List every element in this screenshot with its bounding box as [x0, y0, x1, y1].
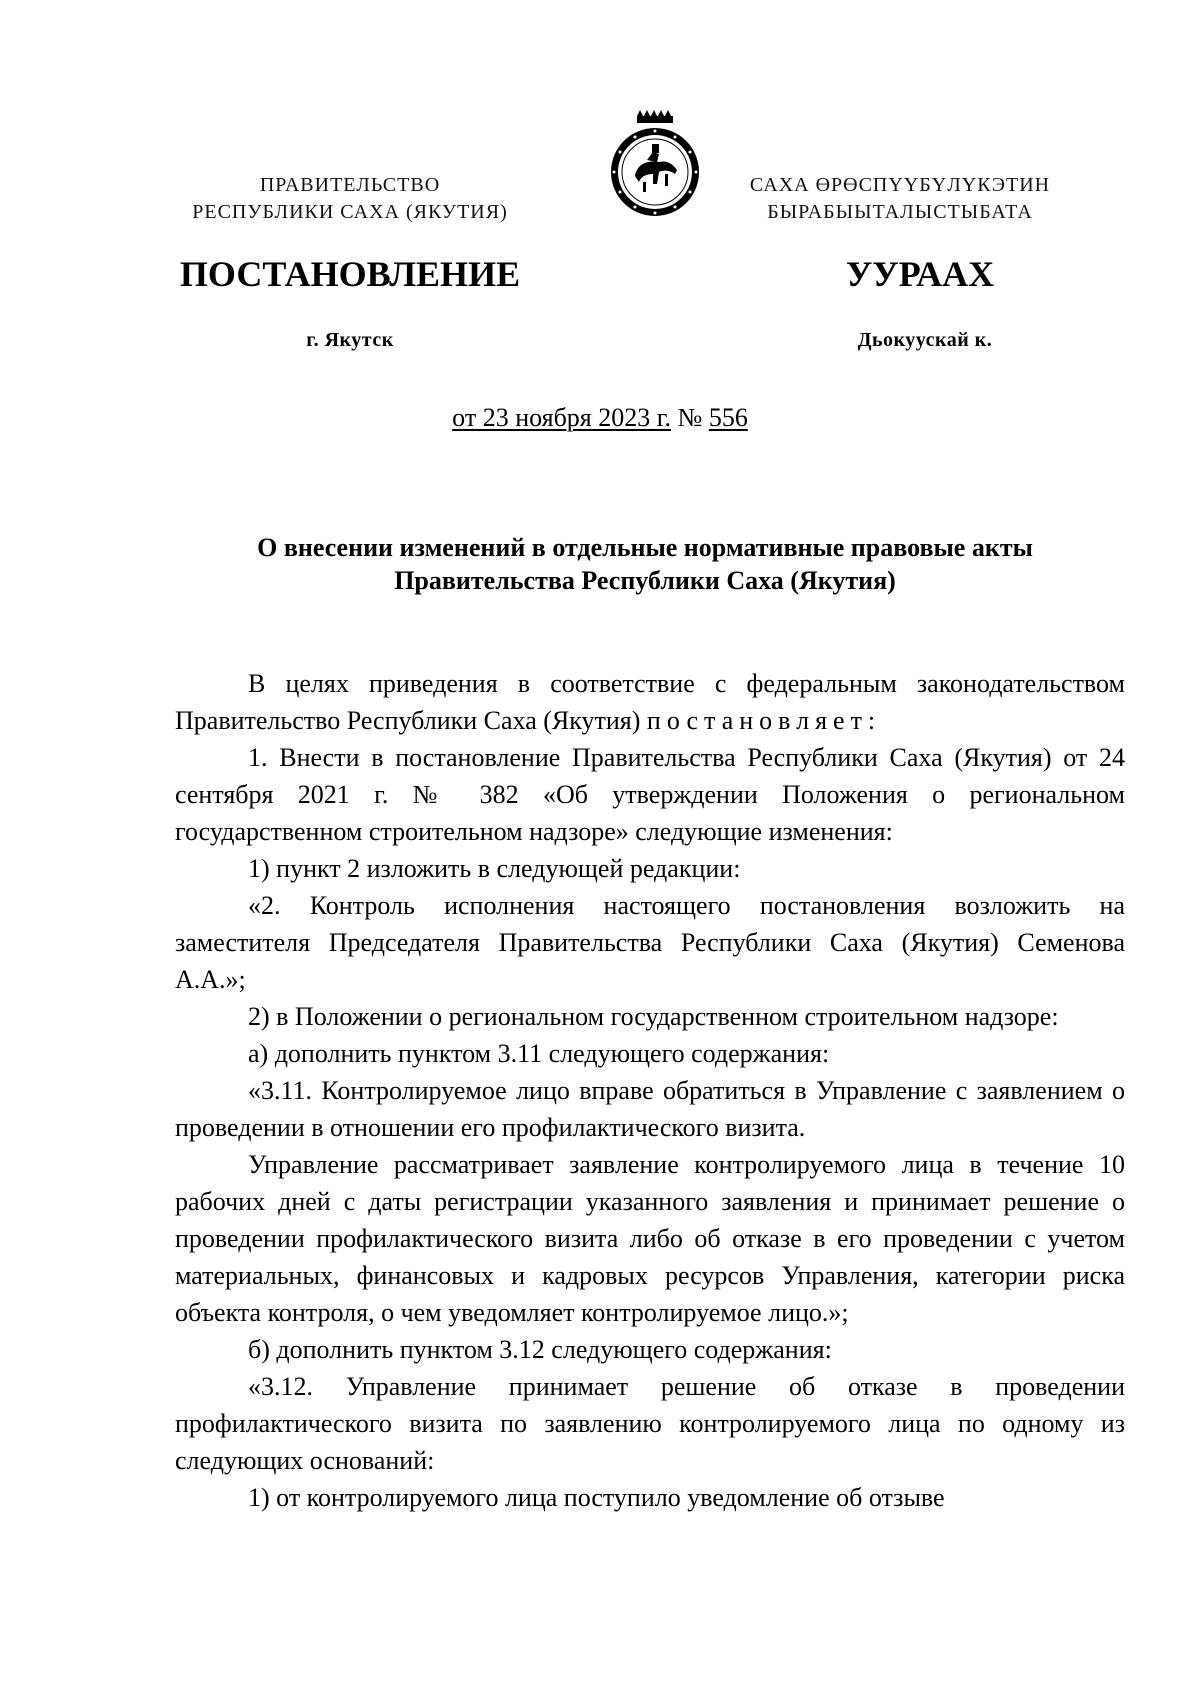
city-ru: г. Якутск [306, 329, 394, 351]
document-number: 556 [708, 403, 748, 432]
paragraph-1-text: В целях приведения в соответствие с федеральным законодательством Правительство Республики Саха (Якутия) [175, 669, 1125, 735]
paragraph-4: «2. Контроль исполнения настоящего постановления возложить на заместителя Председателя Правительства Республики Саха (Якутия) Семенова А.А.»; [175, 891, 1125, 994]
paragraph-11: 1) от контролируемого лица поступило уведомление об отзыве [248, 1483, 945, 1512]
paragraph-5: 2) в Положении о региональном государственном строительном надзоре: [248, 1002, 1059, 1031]
number-sign: № [677, 403, 703, 432]
paragraph-8: Управление рассматривает заявление контролируемого лица в течение 10 рабочих дней с даты регистрации указанного заявления и принимает решение о проведении профилактического визита либо об отказе в его проведении с учетом материальных, финансовых и кадровых ресурсов Управления, категории риска объекта контроля, о чем уведомляет контролируемое лицо.»; [175, 1150, 1125, 1327]
header-left-block [150, 172, 550, 226]
document-date: от 23 ноября 2023 г. [452, 403, 671, 432]
paragraph-9: б) дополнить пунктом 3.12 следующего содержания: [248, 1335, 832, 1364]
city-sakha: Дьокуускай к. [857, 329, 993, 351]
doc-type-sakha: УУРААХ [845, 254, 995, 294]
document-body [175, 665, 1125, 1516]
coat-of-arms-emblem [607, 110, 703, 220]
paragraph-10: «3.12. Управление принимает решение об отказе в проведении профилактического визита по заявлению контролируемого лица по одному из следующих оснований: [175, 1372, 1125, 1475]
title-line1: О внесении изменений в отдельные нормативные правовые акты [257, 533, 1033, 562]
paragraph-2: 1. Внести в постановление Правительства Республики Саха (Якутия) от 24 сентября 2021 г. № 382 «Об утверждении Положения о региональном государственном строительном надзоре» следующие изменения: [175, 743, 1125, 846]
header-left-line2: РЕСПУБЛИКИ САХА (ЯКУТИЯ) [192, 201, 508, 223]
header-right-block [700, 172, 1100, 226]
paragraph-7: «3.11. Контролируемое лицо вправе обратиться в Управление с заявлением о проведении в отношении его профилактического визита. [175, 1076, 1125, 1142]
document-date-line [0, 402, 1200, 434]
paragraph-6: а) дополнить пунктом 3.11 следующего содержания: [248, 1039, 830, 1068]
paragraph-1 [175, 665, 1125, 739]
title-line2: Правительства Республики Саха (Якутия) [394, 566, 896, 595]
paragraph-3: 1) пункт 2 изложить в следующей редакции: [248, 854, 741, 883]
header-right-line1: САХА ӨРӨСПҮҮБҮЛҮКЭТИН [749, 174, 1051, 196]
header-left-line1: ПРАВИТЕЛЬСТВО [259, 174, 441, 196]
header-right-line2: БЫРАБЫЫТАЛЫСТЫБАТА [767, 201, 1033, 223]
document-title [175, 531, 1115, 597]
doc-type-ru: ПОСТАНОВЛЕНИЕ [179, 254, 521, 294]
paragraph-1-spaced-verb: постановляет: [646, 706, 882, 735]
